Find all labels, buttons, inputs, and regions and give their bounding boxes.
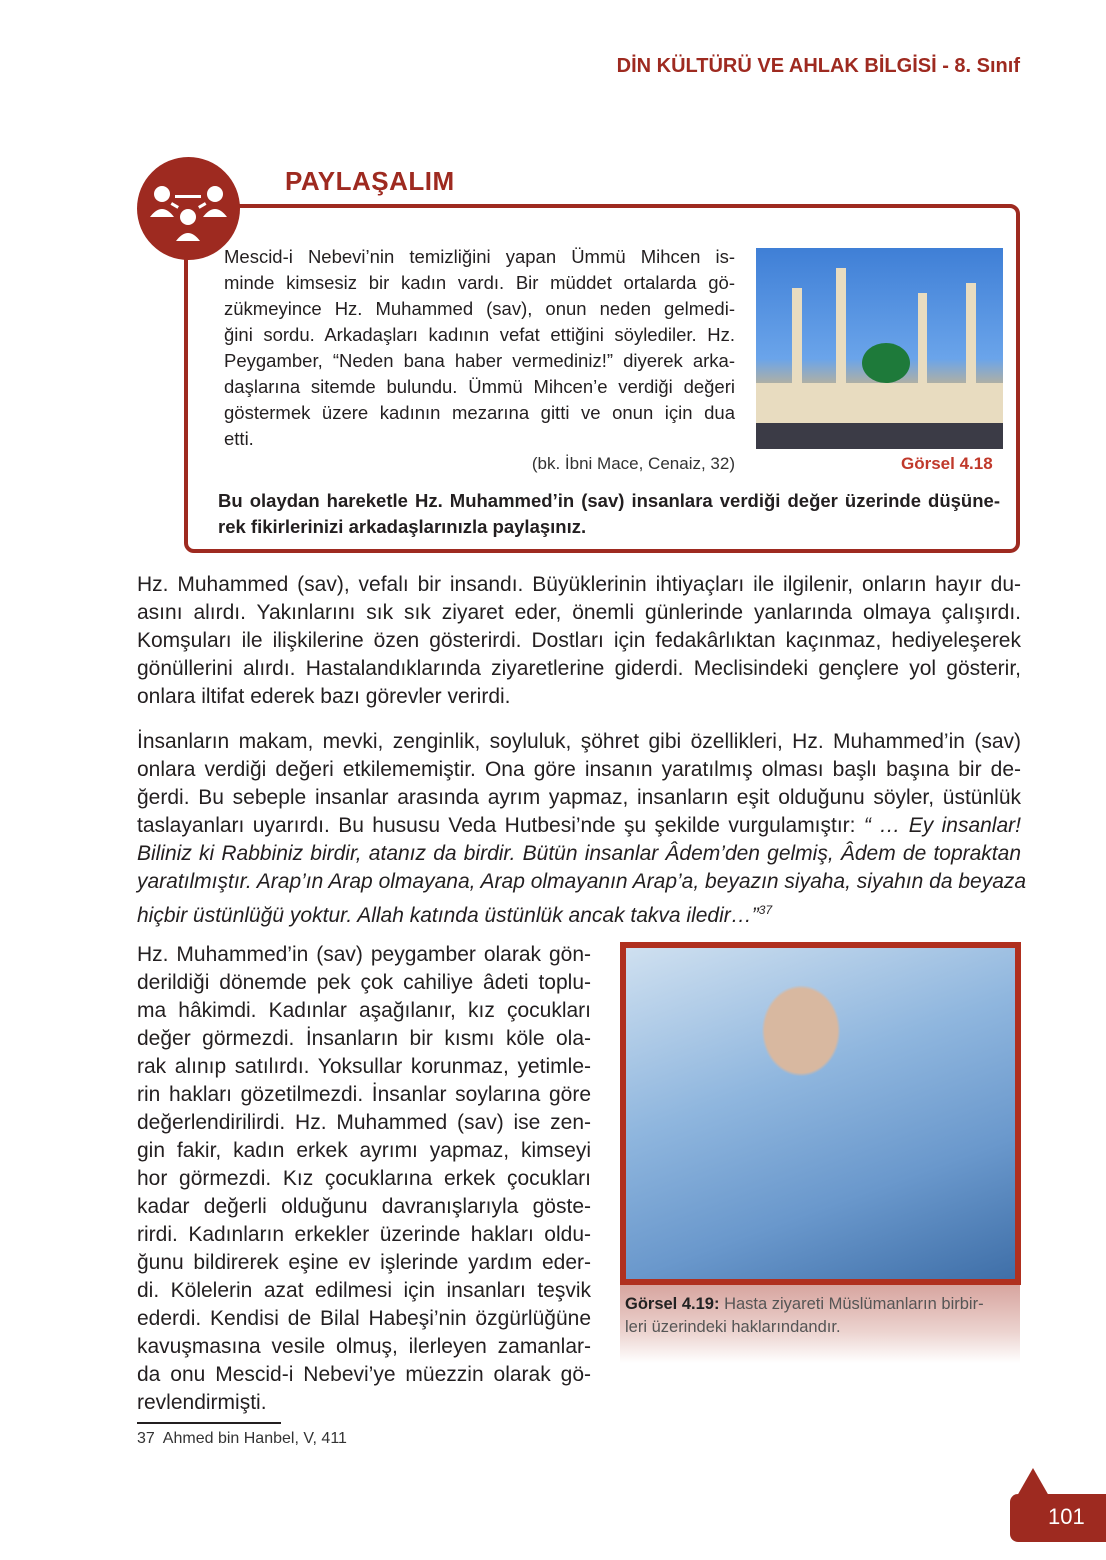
caption-line: leri üzerindeki haklarındandır. — [625, 1318, 841, 1336]
story-line: etti. — [224, 428, 254, 449]
story-line: minde kimsesiz bir kadın vardı. Bir müddet ortalarda gö- — [224, 272, 735, 293]
mosque-photo — [756, 248, 1003, 449]
paragraph-line: di. Kölelerin azat edilmesi için insanları teşvik — [137, 1279, 591, 1302]
book-header: DİN KÜLTÜRÜ VE AHLAK BİLGİSİ - 8. Sınıf — [616, 55, 1020, 77]
figure-label: Görsel 4.19: — [625, 1295, 720, 1313]
paragraph-line: onlara iltifat ederek bazı görevler verirdi. — [137, 685, 511, 708]
paragraph-line: Komşuları ile ilişkilerine özen gösterirdi. Dostları için fedakârlıktan kaçınmaz, hediyeleşerek — [137, 629, 1021, 652]
quote-text: yaratılmıştır. Arap’ın Arap olmayana, Arap olmayanın Arap’a, beyazın siyaha, siyahın da beyaza — [137, 870, 1027, 893]
paragraph-line: revlendirmişti. — [137, 1391, 267, 1414]
paragraph-line: Hz. Muhammed’in (sav) peygamber olarak gön- — [137, 943, 591, 966]
paragraph-line: değerlendirilirdi. Hz. Muhammed (sav) ise zen- — [137, 1111, 591, 1134]
paragraph-line: kadar değerli olduğunu davranışlarıyla göste- — [137, 1195, 591, 1218]
figure-4-18-caption: Görsel 4.18 — [901, 454, 993, 473]
caption-line: Hasta ziyareti Müslümanların birbir- — [724, 1295, 984, 1313]
story-line: Mescid-i Nebevi’nin temizliğini yapan Ümmü Mihcen is- — [224, 246, 735, 267]
quote-start: “ … Ey insanlar! — [863, 814, 1021, 837]
paragraph-line: gin fakir, kadın erkek ayrımı yapmaz, kimseyi — [137, 1139, 591, 1162]
paragraph-line: onlara verdiği değeri etkilememiştir. Ona göre insanın yaratılmış olması başlı başına bir de- — [137, 758, 1021, 781]
quote-text: hiçbir üstünlüğü yoktur. Allah katında üstünlük ancak takva iledir…” — [137, 904, 759, 927]
hospital-visit-photo — [620, 942, 1021, 1285]
question-line: Bu olaydan hareketle Hz. Muhammed’in (sav) insanlara verdiği değer üzerinde düşüne- — [218, 490, 1000, 511]
story-line: göstermek üzere kadının mezarına gitti ve onun için dua — [224, 402, 735, 423]
story-line: Peygamber, “Neden bana haber vermediniz!” diyerek arka- — [224, 350, 735, 371]
paragraph-line: asını alırdı. Yakınlarını sık sık ziyaret eder, önemli günlerinde yanlarında olmaya çalışırdı. — [137, 601, 1021, 624]
story-line: zükmeyince Hz. Muhammed (sav), onun neden gelmedi- — [224, 298, 735, 319]
paragraph-line: rin hakları gözetilmezdi. İnsanlar soylarına göre — [137, 1083, 591, 1106]
footnote-rule — [137, 1422, 281, 1424]
footnote: 37 Ahmed bin Hanbel, V, 411 — [137, 1430, 347, 1447]
text: taslayanları uyarırdı. Bu hususu Veda Hutbesi’nde şu şekilde vurgulamıştır: — [137, 814, 856, 837]
paragraph-line: gönüllerini alırdı. Hastalandıklarında ziyaretlerine giderdi. Meclisindeki gençlere yol gösterir, — [137, 657, 1021, 680]
quote-line — [137, 868, 1027, 896]
figure-4-19-caption — [620, 1285, 1020, 1363]
page-tab-pointer — [1017, 1468, 1049, 1496]
paragraph-line: kavuşmasına vesile olmuş, ilerleyen zamanlar- — [137, 1335, 591, 1358]
paragraph-line: ğerdi. Bu sebeple insanlar arasında ayrım yapmaz, insanların eşit olduğunu söyler, üstünlük — [137, 786, 1021, 809]
quote-text: Biliniz ki Rabbiniz birdir, atanız da birdir. Bütün insanlar Âdem’den gelmiş, Âdem de topraktan — [137, 842, 1021, 865]
paragraph-line: Hz. Muhammed (sav), vefalı bir insandı. Büyüklerinin ihtiyaçları ile ilgilenir, onların hayır du- — [137, 573, 1021, 596]
paragraph-line: İnsanların makam, mevki, zenginlik, soyluluk, şöhret gibi özellikleri, Hz. Muhammed’in (sav) — [137, 730, 1021, 753]
paragraph-line: derildiği dönemde pek çok cahiliye âdeti toplu- — [137, 971, 591, 994]
quote-line — [137, 896, 1021, 930]
paragraph-line: rirdi. Kadınların erkekler üzerinde hakları oldu- — [137, 1223, 591, 1246]
page-number: 101 — [1010, 1494, 1106, 1542]
paragraph-line: ğunu bildirerek eşine ev işlerinde yardım eder- — [137, 1251, 591, 1274]
question-line: rek fikirlerinizi arkadaşlarınızla paylaşınız. — [218, 516, 587, 537]
paragraph-line: rak alınıp satılırdı. Yoksullar korunmaz, yetimle- — [137, 1055, 591, 1078]
paragraph-line: ma hâkimdi. Kadınlar aşağılanır, kız çocukları — [137, 999, 591, 1022]
paragraph-line: değer görmezdi. İnsanların bir kısmı köle ola- — [137, 1027, 591, 1050]
story-line: ğini sordu. Arkadaşları kadının vefat ettiğini söylediler. Hz. — [224, 324, 735, 345]
activity-title: PAYLAŞALIM — [285, 166, 455, 196]
footnote-ref: 37 — [758, 903, 773, 917]
paragraph-line: hor görmezdi. Kız çocuklarına erkek çocukları — [137, 1167, 591, 1190]
paragraph-line: ederdi. Kendisi de Bilal Habeşi’nin özgürlüğüne — [137, 1307, 591, 1330]
paragraph-line — [137, 812, 1021, 840]
story-line: daşlarına sitemde bulundu. Ümmü Mihcen’e verdiği değeri — [224, 376, 735, 397]
paragraph-line: da onu Mescid-i Nebevi’ye müezzin olarak gö- — [137, 1363, 591, 1386]
citation: (bk. İbni Mace, Cenaiz, 32) — [531, 454, 735, 473]
quote-line — [137, 840, 1021, 868]
